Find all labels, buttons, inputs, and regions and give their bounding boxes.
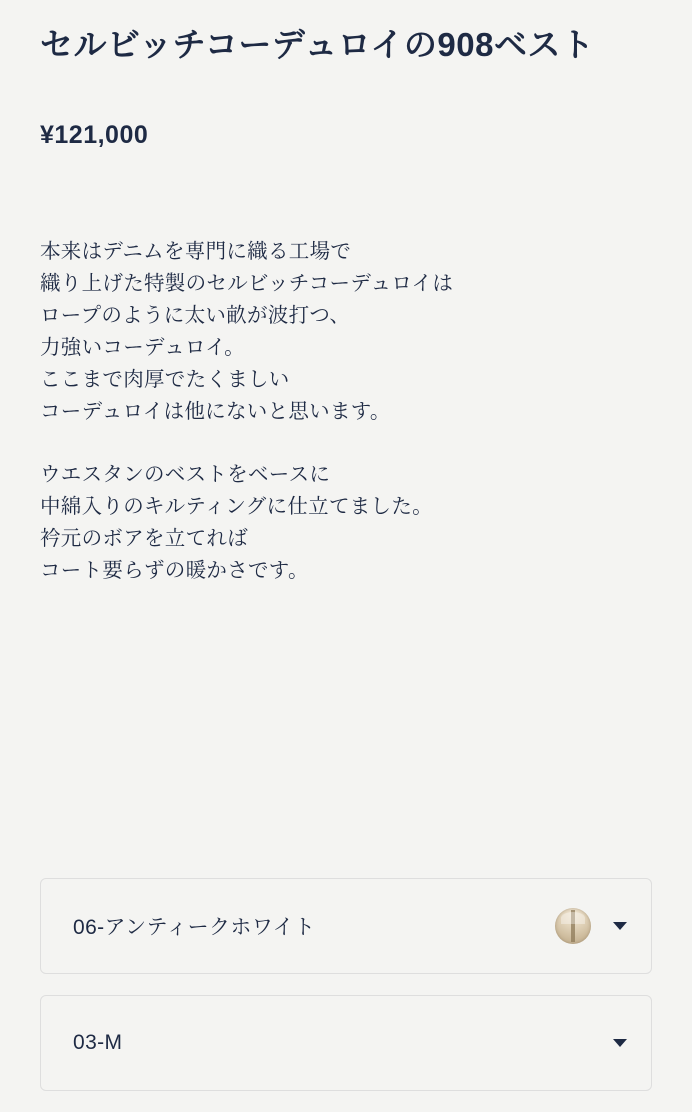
description-line: 中綿入りのキルティングに仕立てました。 (40, 494, 433, 518)
description-line: ロープのように太い畝が波打つ、 (40, 303, 351, 327)
option-selectors (40, 878, 652, 1112)
chevron-down-icon[interactable] (613, 922, 627, 930)
paragraph-spacer (40, 428, 652, 459)
color-select-value: 06-アンティークホワイト (73, 916, 316, 939)
antique-white-swatch-icon (555, 908, 591, 944)
size-select-value: 03-M (73, 1031, 123, 1054)
description-line: 織り上げた特製のセルビッチコーデュロイは (40, 271, 454, 295)
description-paragraph-2 (40, 459, 652, 587)
description-line: ここまで肉厚でたくましい (40, 367, 290, 391)
description-line: コーデュロイは他にないと思います。 (40, 399, 391, 423)
chevron-down-icon[interactable] (613, 1039, 627, 1047)
product-description (40, 150, 652, 587)
description-line: ウエスタンのベストをベースに (40, 462, 331, 486)
product-price: ¥121,000 (40, 120, 149, 149)
description-paragraph-1 (40, 236, 652, 428)
page-title: セルビッチコーデュロイの908ベスト (40, 26, 595, 63)
color-select[interactable] (40, 878, 652, 974)
size-select[interactable] (40, 995, 652, 1091)
description-line: 本来はデニムを専門に織る工場で (40, 239, 352, 263)
description-line: 衿元のボアを立てれば (40, 526, 248, 550)
description-line: 力強いコーデュロイ。 (40, 335, 245, 359)
description-line: コート要らずの暖かさです。 (40, 558, 309, 582)
